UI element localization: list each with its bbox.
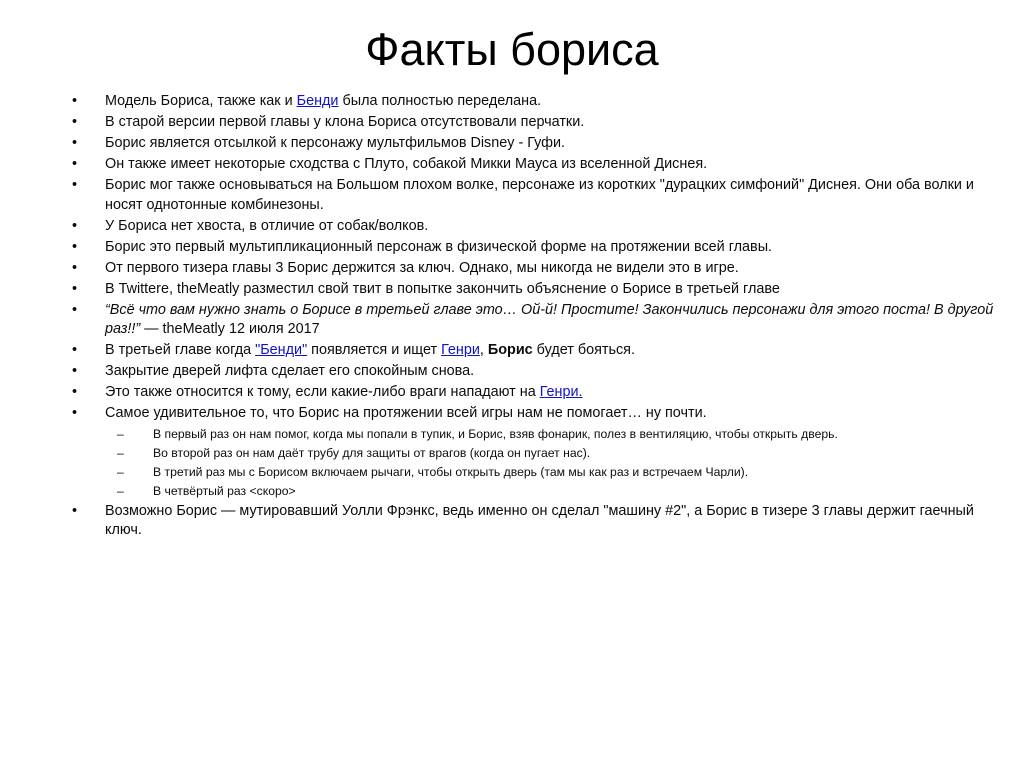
bullet-content — [105, 93, 541, 109]
bullet-content — [105, 239, 772, 255]
bullet-text: Закрытие дверей лифта сделает его спокойным снова. — [105, 363, 475, 379]
bullet-text: У Бориса нет хвоста, в отличие от собак/волков. — [105, 217, 429, 234]
bullet-twitter-themeatly — [62, 280, 996, 300]
bullet-marker-icon: • — [72, 93, 78, 109]
bullet-text: Борис это первый мультипликационный персонаж в физической форме на протяжении всей главы. — [105, 238, 773, 255]
bullet-model-redesign — [62, 92, 996, 112]
bullet-wally-franks-theory — [62, 502, 996, 541]
bullet-text: Борис является отсылкой к персонажу мультфильмов Disney - Гуфи. — [105, 135, 565, 151]
bullet-themeatly-quote — [62, 301, 996, 340]
bullet-text: В Twittere, theMeatly разместил свой твит в попытке закончить объяснение о Борисе в третьей главе — [105, 280, 780, 297]
bullet-content — [105, 363, 474, 379]
bullet-text: была полностью переделана. — [338, 93, 542, 109]
sub-bullet-marker-icon: – — [117, 445, 124, 460]
bullet-text: Это также относится к тому, если какие-либо враги нападают на — [105, 384, 540, 400]
bullet-first-physical-cartoon-character — [62, 238, 996, 258]
sub-bullet-marker-icon: – — [117, 464, 124, 479]
bullet-disney-goofy-reference — [62, 134, 996, 154]
bullet-marker-icon: • — [72, 502, 78, 519]
bullet-content — [105, 114, 584, 130]
bullet-content — [105, 302, 993, 338]
bullet-text: В старой версии первой главы у клона Бориса отсутствовали перчатки. — [105, 114, 585, 130]
bullet-content — [105, 405, 707, 421]
bullet-marker-icon: • — [72, 342, 78, 358]
bullet-text: Он также имеет некоторые сходства с Плуто, собакой Микки Мауса из вселенной Диснея. — [105, 156, 708, 172]
inline-link[interactable]: "Бенди" — [255, 342, 308, 358]
sub-bullet-marker-icon: – — [117, 483, 124, 498]
sub-bullet-second-time — [105, 445, 996, 462]
sub-bullet-text: В первый раз он нам помог, когда мы попали в тупик, и Борис, взяв фонарик, полез в вентиляцию, чтобы открыть дверь. — [153, 426, 838, 441]
sub-bullet-text: В четвёртый раз <скоро> — [153, 483, 296, 498]
sub-list — [105, 426, 996, 500]
bullet-text: Борис мог также основываться на Большом плохом волке, персонаже из коротких "дурацких симфоний" Диснея. Они оба волки и носят однотонные комбинезоны. — [105, 177, 974, 213]
bullet-text: — theMeatly 12 июля 2017 — [140, 321, 320, 337]
bullet-text: От первого тизера главы 3 Борис держится за ключ. Однако, мы никогда не видели это в игре. — [105, 259, 739, 276]
sub-bullet-fourth-time — [105, 483, 996, 500]
bullet-content — [105, 281, 780, 297]
bullet-marker-icon: • — [72, 363, 78, 379]
facts-list — [62, 92, 996, 541]
bullet-enemies-attack-henry — [62, 383, 996, 403]
bullet-elevator-doors — [62, 362, 996, 382]
bullet-text: В третьей главе когда — [105, 342, 256, 358]
bullet-marker-icon: • — [72, 156, 78, 172]
bullet-marker-icon: • — [72, 280, 78, 297]
page-title: Факты бориса — [365, 24, 659, 75]
bullet-marker-icon: • — [72, 217, 78, 234]
bullet-teaser-wrench — [62, 259, 996, 279]
bullet-content — [105, 135, 565, 151]
inline-link[interactable]: Генри. — [539, 384, 583, 400]
bullet-boris-never-helps — [62, 404, 996, 500]
bullet-text: Модель Бориса, также как и — [105, 93, 297, 109]
bullet-text: , — [479, 342, 488, 358]
bullet-text: появляется и ищет — [307, 342, 442, 358]
sub-bullet-text: Во второй раз он нам даёт трубу для защиты от врагов (когда он пугает нас). — [153, 445, 591, 460]
bullet-marker-icon: • — [72, 177, 78, 193]
bullet-text: Возможно Борис — мутировавший Уолли Фрэнкс, ведь именно он сделал "машину #2", а Борис в тизере 3 главы держит гаечный ключ. — [105, 502, 974, 538]
bullet-content — [105, 177, 974, 213]
inline-link[interactable]: Генри — [441, 342, 480, 358]
bullet-content — [105, 260, 739, 276]
bullet-old-version-gloves — [62, 113, 996, 133]
bullet-content — [105, 503, 974, 539]
bullet-marker-icon: • — [72, 114, 78, 130]
bullet-content — [105, 218, 428, 234]
bullet-marker-icon: • — [72, 301, 78, 318]
bullet-pluto-similarity — [62, 155, 996, 175]
slide-body — [62, 92, 996, 542]
bullet-text: будет бояться. — [532, 342, 635, 358]
sub-bullet-marker-icon: – — [117, 426, 124, 441]
bullet-content — [105, 156, 707, 172]
bullet-marker-icon: • — [72, 135, 78, 151]
bullet-content — [105, 384, 583, 400]
bullet-no-tail — [62, 217, 996, 237]
bullet-content — [105, 342, 635, 358]
bullet-marker-icon: • — [72, 384, 78, 400]
bullet-marker-icon: • — [72, 259, 78, 276]
sub-bullet-text: В третий раз мы с Борисом включаем рычаги, чтобы открыть дверь (там мы как раз и встречаем Чарли). — [153, 464, 749, 479]
bullet-big-bad-wolf — [62, 176, 996, 215]
quote-text: “Всё что вам нужно знать о Борисе в третьей главе это… Ой-й! Простите! Закончились персонажи для этого поста! В другой раз!!” — [105, 301, 994, 337]
sub-bullet-third-time — [105, 464, 996, 481]
bullet-marker-icon: • — [72, 238, 78, 255]
sub-bullet-first-time — [105, 426, 996, 443]
inline-link[interactable]: Бенди — [296, 93, 339, 109]
bullet-chapter3-bendy-henry — [62, 341, 996, 361]
bold-text: Борис — [487, 342, 533, 358]
bullet-text: Самое удивительное то, что Борис на протяжении всей игры нам не помогает… ну почти. — [105, 405, 707, 421]
bullet-marker-icon: • — [72, 405, 78, 421]
